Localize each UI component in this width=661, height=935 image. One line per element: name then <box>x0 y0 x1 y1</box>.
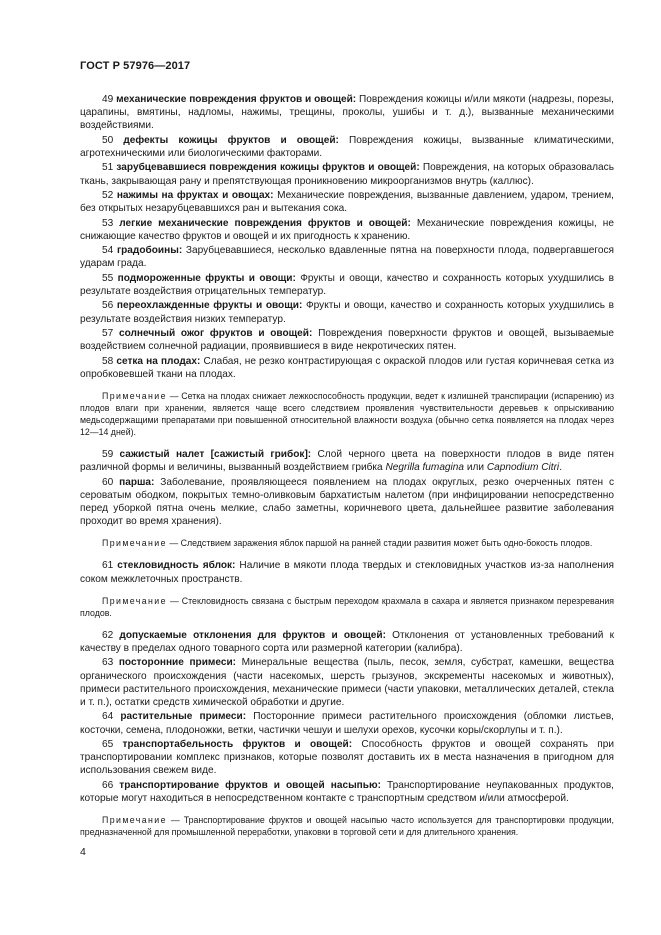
term-entry-59: 59 сажистый налет [сажистый грибок]: Слой черного цвета на поверхности плодов в виде пятен различной формы и величины, вызванный воздействием грибка Negrilla fumagina или Capnodium Citri. <box>80 448 614 474</box>
note-glassiness: Примечание — Стекловидность связана с быстрым переходом крахмала в сахара и является признаком перезревания плодов. <box>80 595 614 618</box>
note-net-on-fruit: Примечание — Сетка на плодах снижает лежкоспособность продукции, ведет к излишней транспирации (испарению) из плодов влаги при хранении, является чаще всего следствием проявления чувствительности деревьев к опрыскиванию медьсодержащими препаратами при повышенной относительной влажности воздуха (обычно сетка появляется на плодах через 12—14 дней). <box>80 390 614 437</box>
term-entry-57: 57 солнечный ожог фруктов и овощей: Повреждения поверхности фруктов и овощей, вызываемые воздействием солнечной радиации, проявившиеся в виде некротических пятен. <box>80 327 614 353</box>
term-entry-64: 64 растительные примеси: Посторонние примеси растительного происхождения (обломки листьев, косточки, семена, плодоножки, ветки, частички чешуи и шелухи орехов, кусочки коры/скорлупы и т. п.). <box>80 711 614 736</box>
term-entry-55: 55 подмороженные фрукты и овощи: Фрукты и овощи, качество и сохранность которых ухудшились в результате воздействия отрицательных температур. <box>80 272 615 297</box>
page-number: 4 <box>80 846 86 858</box>
document-body <box>80 93 614 848</box>
term-entry-49: 49 механические повреждения фруктов и овощей: Повреждения кожицы и/или мякоти (надрезы, порезы, царапины, вмятины, надломы, нажимы, трещины, проколы, ушибы и т. д.), вызванные механическими воздействиями. <box>80 94 614 132</box>
term-entry-63: 63 посторонние примеси: Минеральные вещества (пыль, песок, земля, субстрат, камешки, вещества органического происхождения (части насекомых, шерсть грызунов, экскременты насекомых и животных), примеси растительного происхождения, механические примеси (части упаковки, металлических деталей, стекла и т. п.), остатки средств химической обработки и другие. <box>80 657 615 708</box>
term-entry-50: 50 дефекты кожицы фруктов и овощей: Повреждения кожицы, вызванные климатическими, агротехническими или биологическими факторами. <box>80 134 614 159</box>
term-entry-54: 54 градобоины: Зарубцевавшиеся, несколько вдавленные пятна на поверхности плода, подвергавшегося ударам града. <box>80 245 614 270</box>
term-entry-53: 53 легкие механические повреждения фруктов и овощей: Механические повреждения кожицы, не снижающие качество фруктов и овощей и их пригодность к хранению. <box>80 217 614 242</box>
term-entry-62: 62 допускаемые отклонения для фруктов и овощей: Отклонения от установленных требований к качеству в пределах одного товарного сорта или размерной категории (калибра). <box>80 629 614 654</box>
term-entry-56: 56 переохлажденные фрукты и овощи: Фрукты и овощи, качество и сохранность которых ухудшились в результате воздействия низких температур. <box>80 300 614 325</box>
note-scab: Примечание — Следствием заражения яблок паршой на ранней стадии развития может быть одно-бокость плодов. <box>102 538 593 549</box>
document-header: ГОСТ Р 57976—2017 <box>80 60 191 72</box>
term-entry-52: 52 нажимы на фруктах и овощах: Механические повреждения, вызванные давлением, ударом, трением, без открытых незарубцевавшихся ран и вытекания сока. <box>80 189 614 215</box>
term-entry-65: 65 транспортабельность фруктов и овощей: Способность фруктов и овощей сохранять при транспортировании комплекс признаков, которые позволят доставить их в места назначения в пригодном для использования свежем виде. <box>80 738 614 777</box>
term-entry-51: 51 зарубцевавшиеся повреждения кожицы фруктов и овощей: Повреждения, на которых образовалась ткань, закрывающая рану и препятствующая проникновению микроорганизмов внутрь (каллюс). <box>80 162 614 187</box>
term-entry-61: 61 стекловидность яблок: Наличие в мякоти плода твердых и стекловидных участков из-за наполнения соком межклеточных пространств. <box>80 560 614 585</box>
term-entry-60: 60 парша: Заболевание, проявляющееся появлением на плодах округлых, резко очерченных пятен с сероватым ободком, покрытых темно-оливковым бархатистым налетом (при инфицировании непосредственно перед уборкой пятна очень мелкие, слабо заметны, коричневого цвета, дальнейшее развитие заболевания проходит во время хранения). <box>80 476 615 528</box>
term-entry-58: 58 сетка на плодах: Слабая, не резко контрастирующая с окраской плодов или густая коричневая сетка из опробковевшей ткани на плодах. <box>80 355 614 380</box>
term-entry-66: 66 транспортирование фруктов и овощей насыпью: Транспортирование неупакованных продуктов, которые могут находиться в непосредственном контакте с транспортным средством и/или атмосферой. <box>80 779 614 804</box>
note-bulk-transport: Примечание — Транспортирование фруктов и овощей насыпью часто используется для транспортировки продукции, предназначенной для промышленной переработки, упаковки в торговой сети и для длительного хранения. <box>80 815 614 838</box>
